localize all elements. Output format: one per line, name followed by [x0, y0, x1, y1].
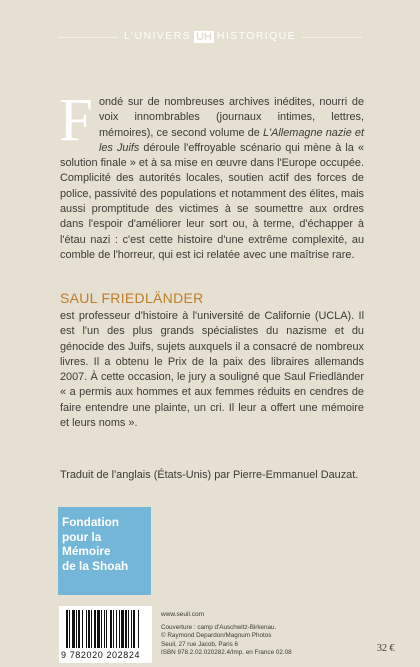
barcode-bar	[72, 610, 75, 648]
barcode-digits: 9 782020 202824	[61, 650, 141, 660]
series-label-right: HISTORIQUE	[216, 30, 297, 42]
barcode-bar	[131, 610, 132, 648]
credit-line: Couverture : camp d'Auschwitz-Birkenau.	[161, 624, 277, 631]
foundation-line: Fondation	[62, 515, 120, 529]
barcode-bar	[138, 610, 139, 648]
barcode-bar	[104, 610, 105, 648]
uh-logo: UH	[196, 31, 212, 43]
summary-text-1: ondé sur de nombreuses archives inédites, nourri de voix innombrables (journaux intimes, lettres, mémoires), ce second volume de	[98, 96, 364, 139]
barcode-bar	[97, 610, 100, 648]
barcode-bar	[119, 610, 120, 648]
foundation-line: Mémoire	[62, 544, 111, 558]
summary-paragraph	[59, 87, 364, 263]
barcode-bar	[66, 610, 68, 648]
header-divider-left	[58, 37, 118, 38]
barcode-bar	[116, 610, 117, 648]
barcode-bar	[128, 610, 129, 648]
barcode-bar	[125, 610, 127, 648]
barcode-bar	[113, 610, 114, 648]
summary-text-2: déroule l'effroyable scénario qui mène à la « solution finale » et à sa mise en œuvre dans l'Europe occupée. Complicité des autorités locales, soutien actif des forces de police, passivité des populations et notamment des élites, mais aussi promptitude des victimes à se soumettre aux ordres dans l'espoir d'améliorer leur sort ou, à terme, d'échapper à l'étau nazi : c'est cette histoire d'une extrême complexité, au comble de l'horreur, qui est ici relatée avec une maîtrise rare.	[60, 141, 364, 261]
credit-line: ISBN 978.2.02.020282.4/Imp. en France 02.08	[161, 648, 292, 656]
barcode-bar	[82, 610, 83, 648]
barcode-bar	[106, 610, 107, 648]
foundation-badge	[58, 507, 151, 595]
header-divider-right	[302, 37, 362, 38]
author-bio: est professeur d'histoire à l'université de Californie (UCLA). Il est l'un des plus grands spécialistes du nazisme et du génocide des Juifs, sujets auxquels il a consacré de nombreux livres. Il a obtenu le Prix de la paix des libraires allemands 2007. À cette occasion, le jury a souligné que Saul Friedländer « a permis aux hommes et aux femmes réduits en cendres de faire entendre une plainte, un cri. Il leur a offert une mémoire et leurs noms ».	[60, 310, 364, 430]
book-title: L'Allemagne nazie et les Juifs	[98, 126, 364, 154]
barcode-bar	[91, 610, 92, 648]
barcode-bars	[66, 610, 146, 650]
barcode-bar	[101, 610, 102, 648]
price: 32 €	[377, 643, 395, 654]
barcode-bar	[86, 610, 87, 648]
barcode-bar	[133, 610, 135, 648]
author-name: SAUL FRIEDLÄNDER	[60, 290, 204, 306]
barcode-bar	[110, 610, 112, 648]
foundation-line: de la Shoah	[62, 558, 129, 573]
cover-credits	[161, 624, 292, 657]
barcode-bar	[94, 610, 96, 648]
credit-line: Seuil, 27 rue Jacob, Paris 6	[161, 640, 239, 648]
barcode	[59, 606, 152, 663]
barcode-bar	[121, 610, 124, 648]
drop-cap: F	[59, 87, 93, 154]
translator-credit: Traduit de l'anglais (États-Unis) par Pierre-Emmanuel Dauzat.	[60, 469, 359, 481]
series-label-left: L'UNIVERS	[123, 30, 192, 42]
barcode-bar	[78, 610, 80, 648]
barcode-bar	[88, 610, 90, 648]
barcode-bar	[76, 610, 77, 648]
foundation-line: pour la	[62, 529, 102, 544]
barcode-bar	[69, 610, 70, 648]
credit-line: © Raymond Depardon/Magnum Photos	[161, 632, 272, 640]
publisher-website: www.seuil.com	[161, 611, 204, 618]
